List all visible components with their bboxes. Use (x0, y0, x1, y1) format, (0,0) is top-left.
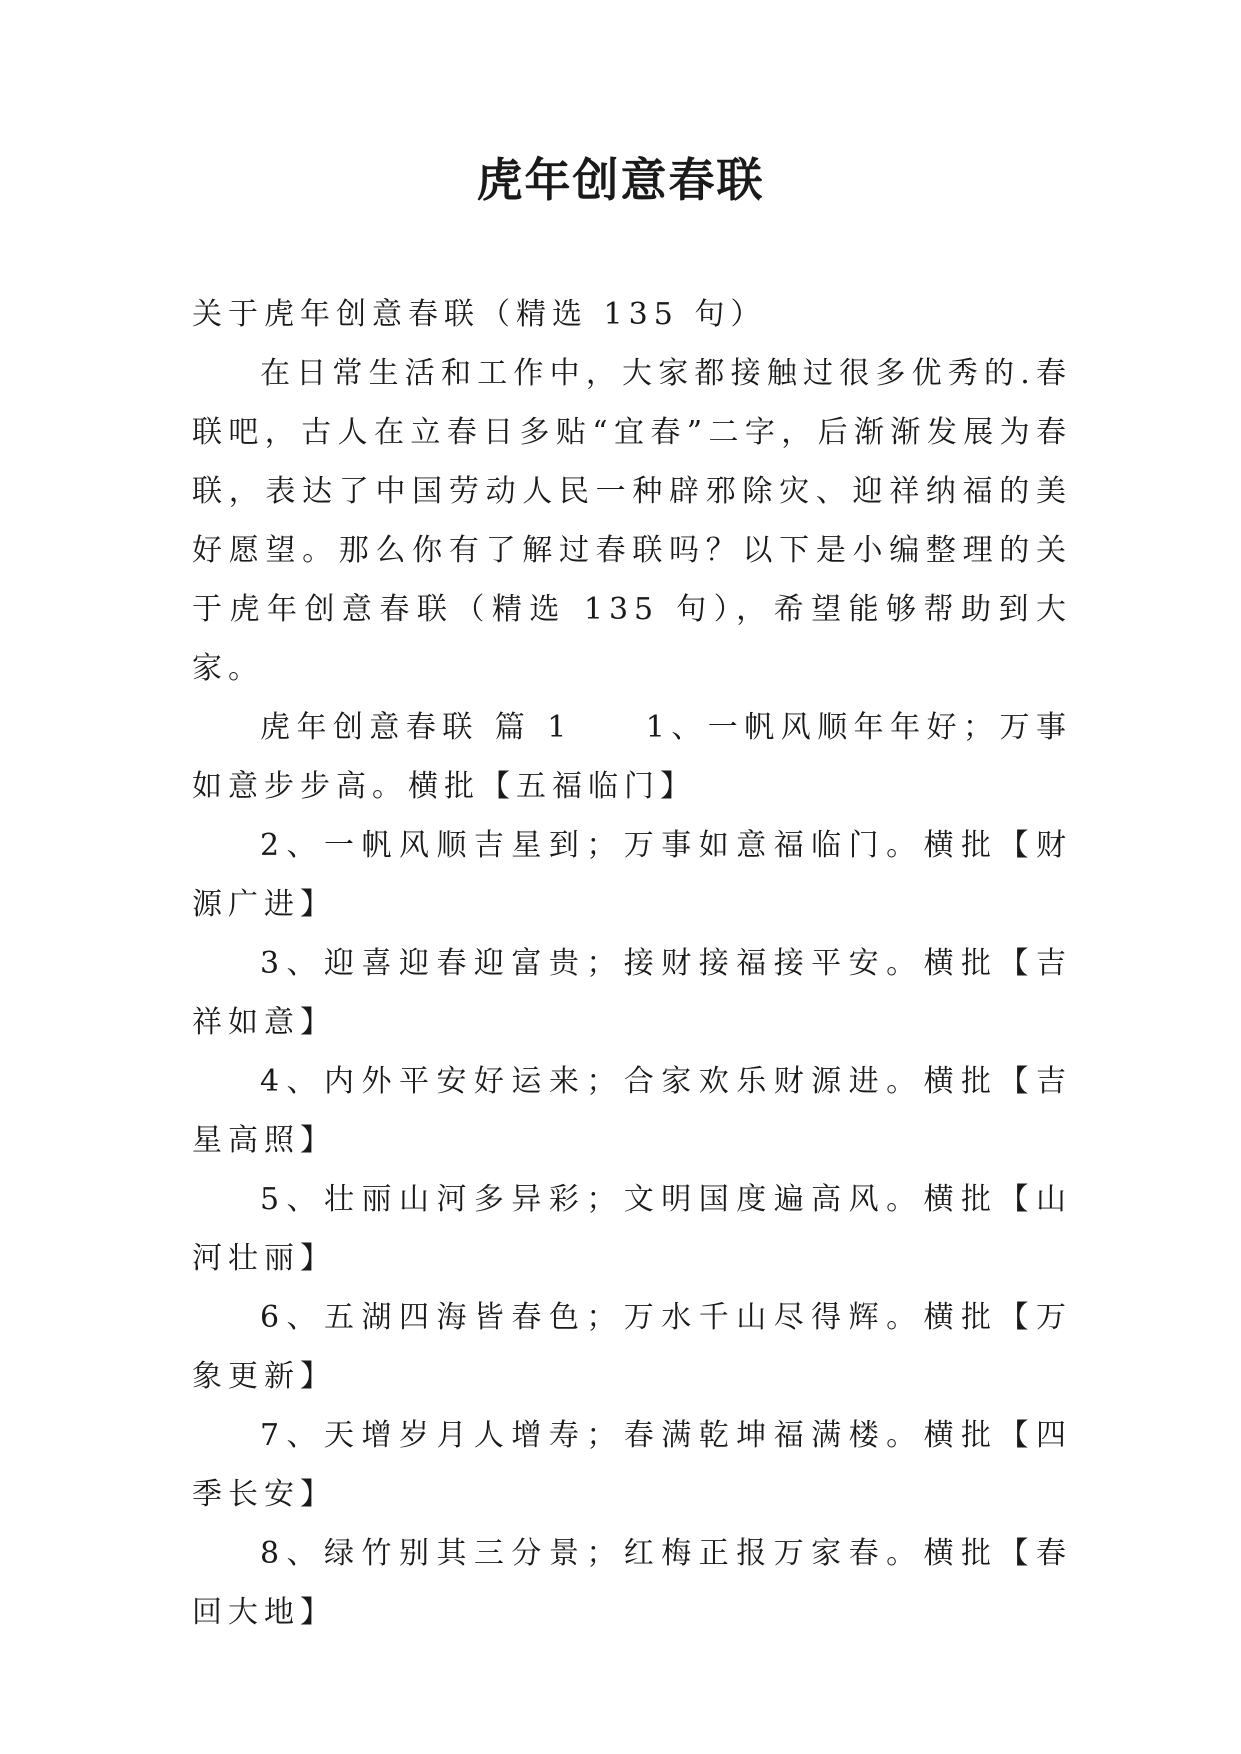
couplet-item: 7、天增岁月人增寿；春满乾坤福满楼。横批【四季长安】 (192, 1418, 1072, 1512)
couplet-item: 4、内外平安好运来；合家欢乐财源进。横批【吉星高照】 (192, 1064, 1072, 1158)
intro-paragraph: 在日常生活和工作中，大家都接触过很多优秀的.春联吧，古人在立春日多贴“宜春”二字，后渐渐发展为春联，表达了中国劳动人民一种辟邪除灾、迎祥纳福的美好愿望。那么你有了解过春联吗？以下是小编整理的关于虎年创意春联（精选 135 句），希望能够帮助到大家。 (192, 356, 1072, 686)
couplet-item: 虎年创意春联 篇 1 1、一帆风顺年年好；万事如意步步高。横批【五福临门】 (192, 710, 1072, 804)
couplet-item: 8、绿竹别其三分景；红梅正报万家春。横批【春回大地】 (192, 1536, 1072, 1630)
intro-heading: 关于虎年创意春联（精选 135 句） (192, 297, 767, 332)
couplet-item: 5、壮丽山河多异彩；文明国度遍高风。横批【山河壮丽】 (192, 1182, 1072, 1276)
couplet-item: 6、五湖四海皆春色；万水千山尽得辉。横批【万象更新】 (192, 1300, 1072, 1394)
document-title: 虎年创意春联 (476, 153, 765, 207)
couplet-item: 2、一帆风顺吉星到；万事如意福临门。横批【财源广进】 (192, 828, 1072, 922)
couplet-item: 3、迎喜迎春迎富贵；接财接福接平安。横批【吉祥如意】 (192, 946, 1072, 1040)
document-body (192, 285, 1072, 1642)
